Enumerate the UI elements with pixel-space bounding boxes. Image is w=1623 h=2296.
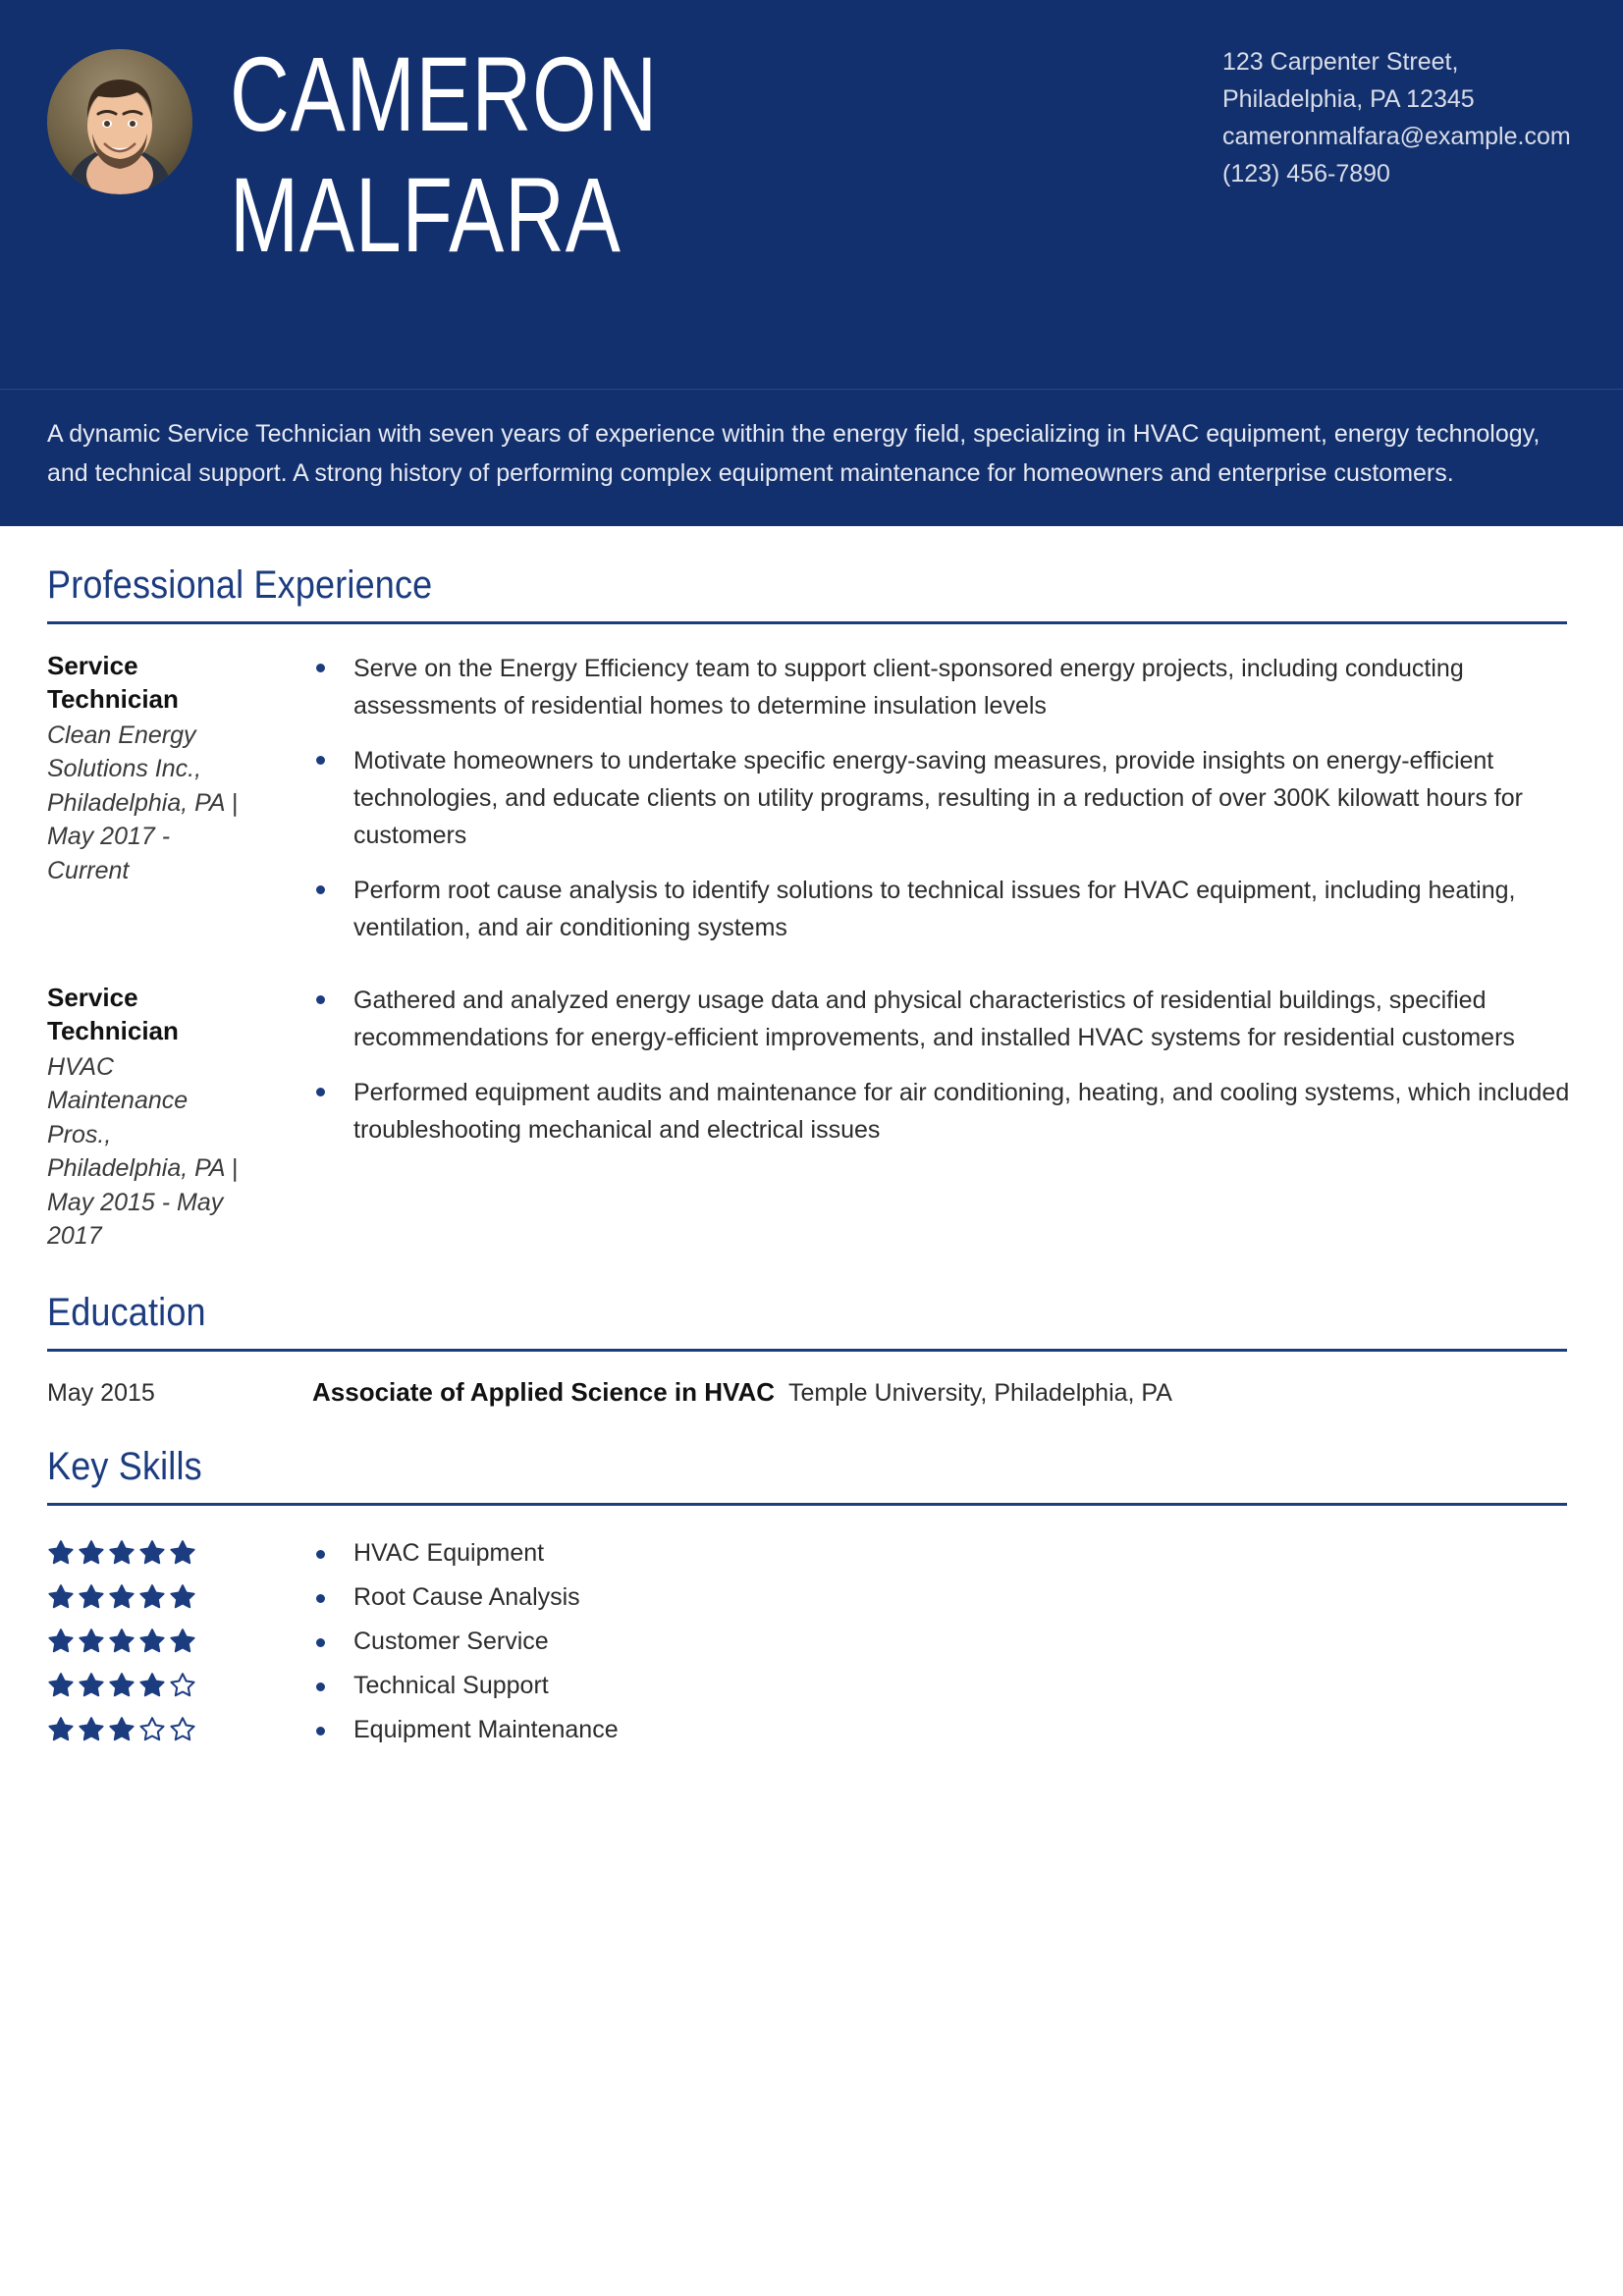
- first-name: CAMERON: [230, 34, 659, 153]
- profile-photo-avatar: [47, 49, 192, 194]
- contact-address-line2: Philadelphia, PA 12345: [1222, 85, 1475, 113]
- education-entry: [47, 1377, 1576, 1408]
- section-title-education: Education: [47, 1290, 206, 1334]
- job-bullet: Performed equipment audits and maintenance for air conditioning, heating, and cooling systems, which included troubleshooting mechanical and electrical issues: [312, 1074, 1576, 1148]
- skills-wrapper: [47, 1531, 1576, 1752]
- education-school: Temple University, Philadelphia, PA: [788, 1378, 1172, 1407]
- job-meta: Clean Energy Solutions Inc., Philadelphia, PA | May 2017 - Current: [47, 721, 239, 884]
- star-filled-icon: [47, 1628, 75, 1655]
- star-filled-icon: [47, 1716, 75, 1743]
- skill-rating: [47, 1620, 273, 1664]
- star-filled-icon: [169, 1583, 196, 1611]
- candidate-name: [230, 33, 1004, 275]
- contact-block: [1222, 43, 1576, 192]
- skill-list-item: Root Cause Analysis: [312, 1575, 1576, 1620]
- name-block: [230, 33, 1222, 275]
- last-name: MALFARA: [230, 155, 622, 275]
- job-bullet: Perform root cause analysis to identify solutions to technical issues for HVAC equipment, including heating, ventilation, and air conditioning systems: [312, 872, 1576, 946]
- skill-labels-column: [273, 1531, 1576, 1752]
- skill-rating: [47, 1708, 273, 1752]
- star-filled-icon: [47, 1583, 75, 1611]
- section-divider: [47, 1503, 1567, 1506]
- skill-list-item: Technical Support: [312, 1664, 1576, 1708]
- resume-body: [0, 563, 1623, 1752]
- professional-summary: A dynamic Service Technician with seven years of experience within the energy field, specializing in HVAC equipment, energy technology, and technical support. A strong history of performing complex equipment maintenance for homeowners and enterprise customers.: [47, 420, 1541, 487]
- star-filled-icon: [47, 1672, 75, 1699]
- star-filled-icon: [108, 1672, 135, 1699]
- star-filled-icon: [138, 1539, 166, 1567]
- section-title-experience: Professional Experience: [47, 563, 433, 607]
- star-filled-icon: [169, 1539, 196, 1567]
- job-bullet: Motivate homeowners to undertake specific energy-saving measures, provide insights on energy-efficient technologies, and educate clients on utility programs, resulting in a reduction of over 300K kilowatt hours for customers: [312, 742, 1576, 854]
- education-entry-list: [47, 1377, 1576, 1408]
- experience-entry-right: [273, 650, 1576, 946]
- experience-entry-left: [47, 982, 273, 1254]
- star-filled-icon: [138, 1672, 166, 1699]
- experience-entry: [47, 982, 1576, 1254]
- education-degree: Associate of Applied Science in HVAC: [312, 1376, 775, 1407]
- section-education: [47, 1291, 1576, 1408]
- education-date: May 2015: [47, 1378, 155, 1407]
- skill-rating: [47, 1664, 273, 1708]
- avatar-portrait-icon: [47, 49, 192, 194]
- star-filled-icon: [108, 1716, 135, 1743]
- job-title: Service Technician: [47, 651, 179, 714]
- star-filled-icon: [78, 1672, 105, 1699]
- experience-entry-list: [47, 650, 1576, 1254]
- education-main: [273, 1377, 1576, 1408]
- star-empty-icon: [138, 1716, 166, 1743]
- star-filled-icon: [108, 1628, 135, 1655]
- section-key-skills: [47, 1445, 1576, 1752]
- star-filled-icon: [108, 1539, 135, 1567]
- contact-address-line1: 123 Carpenter Street,: [1222, 48, 1459, 76]
- star-empty-icon: [169, 1672, 196, 1699]
- star-filled-icon: [138, 1583, 166, 1611]
- star-filled-icon: [138, 1628, 166, 1655]
- section-divider: [47, 1349, 1567, 1352]
- skill-list-item: Equipment Maintenance: [312, 1708, 1576, 1752]
- star-filled-icon: [108, 1583, 135, 1611]
- star-empty-icon: [169, 1716, 196, 1743]
- job-meta: HVAC Maintenance Pros., Philadelphia, PA | May 2015 - May 2017: [47, 1052, 239, 1251]
- header-row: [47, 33, 1576, 275]
- experience-entry-right: [273, 982, 1576, 1148]
- summary-band: [0, 389, 1623, 526]
- experience-entry-left: [47, 650, 273, 887]
- contact-email[interactable]: cameronmalfara@example.com: [1222, 123, 1571, 150]
- section-title-key-skills: Key Skills: [47, 1444, 202, 1488]
- star-filled-icon: [78, 1716, 105, 1743]
- skill-list-item: Customer Service: [312, 1620, 1576, 1664]
- skill-list: [312, 1531, 1576, 1752]
- star-filled-icon: [78, 1539, 105, 1567]
- contact-phone[interactable]: (123) 456-7890: [1222, 160, 1390, 187]
- skill-rating: [47, 1531, 273, 1575]
- job-bullet-list: [312, 650, 1576, 946]
- job-bullet: Gathered and analyzed energy usage data and physical characteristics of residential buildings, specified recommendations for energy-efficient improvements, and installed HVAC systems for residential customers: [312, 982, 1576, 1056]
- star-filled-icon: [78, 1583, 105, 1611]
- section-professional-experience: [47, 563, 1576, 1254]
- experience-entry: [47, 650, 1576, 946]
- skill-ratings-column: [47, 1531, 273, 1752]
- job-bullet: Serve on the Energy Efficiency team to support client-sponsored energy projects, including conducting assessments of residential homes to determine insulation levels: [312, 650, 1576, 724]
- job-bullet-list: [312, 982, 1576, 1148]
- resume-header: [0, 0, 1623, 389]
- star-filled-icon: [78, 1628, 105, 1655]
- star-filled-icon: [169, 1628, 196, 1655]
- section-divider: [47, 621, 1567, 624]
- job-title: Service Technician: [47, 983, 179, 1045]
- star-filled-icon: [47, 1539, 75, 1567]
- skill-rating: [47, 1575, 273, 1620]
- skill-list-item: HVAC Equipment: [312, 1531, 1576, 1575]
